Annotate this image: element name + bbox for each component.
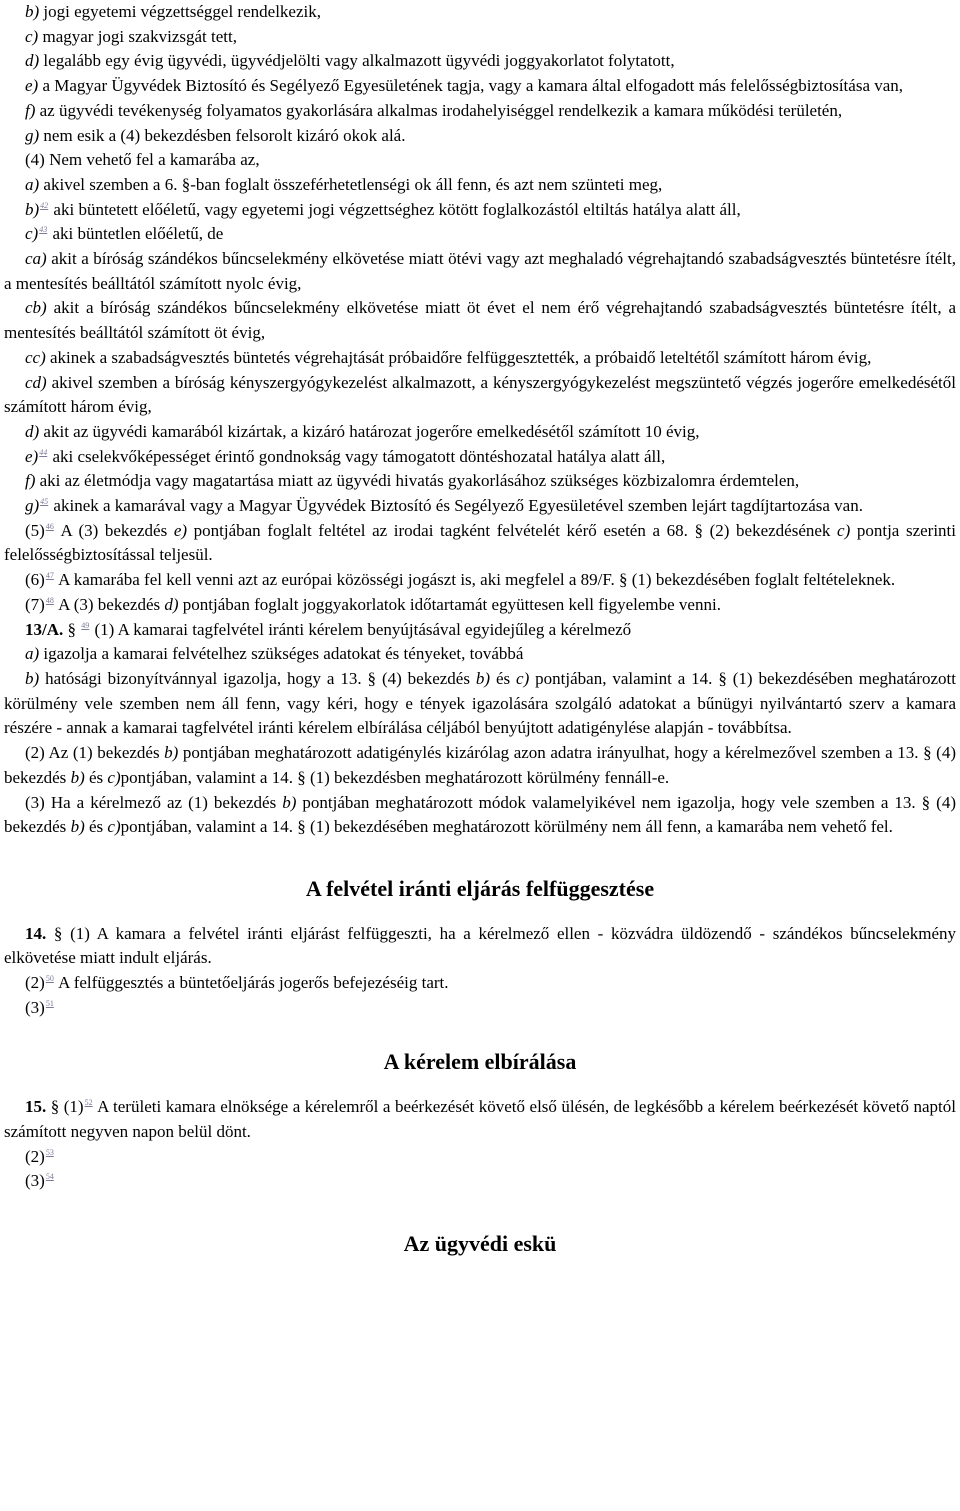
item-3b: b) jogi egyetemi végzettséggel rendelkezik, xyxy=(25,2,321,21)
paragraph-5: (5)$^{46}$ A (3) bekezdés e) pontjában foglalt feltétel az irodai tagként felvételét kérő esetén a 68. § (2) bekezdésének c) pontja szerinti felelősségbiztosítással teljesül. xyxy=(4,520,957,565)
section-14-3: (3)$^{51}$ xyxy=(25,997,54,1017)
item-4ca: ca) akit a bíróság szándékos bűncselekmény elkövetése miatt ötévi vagy azt meghaladó végrehajtandó szabadságvesztés büntetésre ítélt, a mentesítés beálltától számított nyolc évig, xyxy=(4,249,956,293)
section-heading-suspension: A felvétel iránti eljárás felfüggesztése xyxy=(305,875,655,901)
item-4b: b)$^{42}$ aki büntetett előéletű, vagy egyetemi jogi végzettséghez kötött foglalkozástól eltiltás hatálya alatt áll, xyxy=(25,199,741,219)
section-15-2: (2)$^{53}$ xyxy=(25,1146,54,1166)
item-3g: g) nem esik a (4) bekezdésben felsorolt kizáró okok alá. xyxy=(25,125,406,145)
section-13a-1: 13/A. § $^{49}$ (1) A kamarai tagfelvétel iránti kérelem benyújtásával egyidejűleg a kérelmező xyxy=(25,619,632,639)
footnote-link[interactable]: 52 xyxy=(84,1098,93,1108)
item-4c: c)$^{43}$ aki büntetlen előéletű, de xyxy=(25,224,224,244)
footnote-link[interactable]: 46 xyxy=(45,521,54,531)
section-13a-3: (3) Ha a kérelmező az (1) bekezdés b) pontjában meghatározott módok valamelyikével nem igazolja, hogy vele szemben a 13. § (4) bekezdés b) és c)pontjában, valamint a 14. § (1) bekezdésében meghatározott körülmény nem áll fenn, a kamarába nem vehető fel. xyxy=(4,792,956,837)
section-14-1: 14. § (1) A kamara a felvétel iránti eljárást felfüggeszti, ha a kérelmező ellen - közvádra üldözendő - szándékos bűncselekmény elkövetése miatt indult eljárás. xyxy=(4,923,956,968)
item-4cd: cd) akivel szemben a bíróság kényszergyógykezelést alkalmazott, a kényszergyógykezelést megszüntető végzés jogerőre emelkedésétől számított három évig, xyxy=(4,372,956,417)
footnote-link[interactable]: 50 xyxy=(45,974,54,984)
document-page xyxy=(4,0,956,1257)
item-4e: e)$^{44}$ aki cselekvőképességet érintő gondnokság vagy támogatott döntéshozatal hatálya alatt áll, xyxy=(25,446,666,466)
footnote-link[interactable]: 42 xyxy=(40,200,49,210)
item-3d: d) legalább egy évig ügyvédi, ügyvédjelölti vagy alkalmazott ügyvédi joggyakorlatot folytatott, xyxy=(25,51,675,71)
footnote-link[interactable]: 53 xyxy=(45,1147,54,1157)
section-heading-oath: Az ügyvédi eskü xyxy=(403,1230,557,1256)
paragraph-6: (6)$^{47}$ A kamarába fel kell venni azt az európai közösségi jogászt is, aki megfelel a 89/F. § (1) bekezdésében foglalt feltételeknek. xyxy=(25,570,896,590)
footnote-link[interactable]: 54 xyxy=(45,1172,54,1182)
section-13a-item-a: a) igazolja a kamarai felvételhez szükséges adatokat és tényeket, továbbá xyxy=(25,644,524,664)
paragraph-7: (7)$^{48}$ A (3) bekezdés d) pontjában foglalt joggyakorlatok időtartamát együttesen kell figyelembe venni. xyxy=(25,594,721,614)
section-15-3: (3)$^{54}$ xyxy=(25,1171,54,1191)
footnote-link[interactable]: 48 xyxy=(45,595,54,605)
item-4cc: cc) akinek a szabadságvesztés büntetés végrehajtását próbaidőre felfüggesztették, a próbaidő leteltétől számított három évig, xyxy=(25,347,872,367)
paragraph-4: (4) Nem vehető fel a kamarába az, xyxy=(25,150,260,170)
section-13a-item-b: b) hatósági bizonyítvánnyal igazolja, hogy a 13. § (4) bekezdés b) és c) pontjában, valamint a 14. § (1) bekezdésében meghatározott körülmény vele szemben nem áll fenn, vagy kéri, hogy e tények igazolására szolgáló adatokat a bűnügyi nyilvántartó szerv a kamara részére - annak a kamarai tagfelvétel iránti kérelem elbírálása céljából benyújtott adatigénylése alapján - továbbítsa. xyxy=(4,668,956,738)
item-4g: g)$^{45}$ akinek a kamarával vagy a Magyar Ügyvédek Biztosító és Segélyező Egyesületével szemben lejárt tagdíjtartozása van. xyxy=(25,496,863,516)
item-3f: f) az ügyvédi tevékenység folyamatos gyakorlására alkalmas irodahelyiséggel rendelkezik a kamara működési területén, xyxy=(25,100,843,120)
footnote-link[interactable]: 51 xyxy=(45,998,54,1008)
item-4cb: cb) akit a bíróság szándékos bűncselekmény elkövetése miatt öt évet el nem érő végrehajtandó szabadságvesztés büntetésre ítélt, a mentesítés beálltától számított öt évig, xyxy=(4,298,956,343)
footnote-link[interactable]: 47 xyxy=(45,571,54,581)
item-4d: d) akit az ügyvédi kamarából kizártak, a kizáró határozat jogerőre emelkedésétől számított 10 évig, xyxy=(25,421,700,441)
section-15-1: 15. § (1)$^{52}$ A területi kamara elnöksége a kérelemről a beérkezését követő első ülésén, de legkésőbb a kérelem beérkezését követő naptól számított negyven napon belül dönt. xyxy=(4,1097,956,1141)
item-4f: f) aki az életmódja vagy magatartása miatt az ügyvédi hivatás gyakorlásához szükséges közbizalomra érdemtelen, xyxy=(25,471,800,491)
section-14-2: (2)$^{50}$ A felfüggesztés a büntetőeljárás jogerős befejezéséig tart. xyxy=(25,973,449,993)
section-heading-decision: A kérelem elbírálása xyxy=(383,1049,577,1075)
footnote-link[interactable]: 45 xyxy=(40,497,49,507)
item-4a: a) akivel szemben a 6. §-ban foglalt összeférhetetlenségi ok áll fenn, és azt nem szünteti meg, xyxy=(25,174,663,194)
section-13a-2: (2) Az (1) bekezdés b) pontjában meghatározott adatigénylés kizárólag azon adatra irányulhat, hogy a kérelmezővel szemben a 13. § (4) bekezdés b) és c)pontjában, valamint a 14. § (1) bekezdésben meghatározott körülmény fennáll-e. xyxy=(4,743,956,787)
footnote-link[interactable]: 43 xyxy=(39,225,48,235)
footnote-link[interactable]: 44 xyxy=(39,447,48,457)
item-3e: e) a Magyar Ügyvédek Biztosító és Segélyező Egyesületének tagja, vagy a kamara által elfogadott más felelősségbiztosítása van, xyxy=(25,76,904,96)
item-3c: c) magyar jogi szakvizsgát tett, xyxy=(25,26,237,46)
footnote-link[interactable]: 49 xyxy=(81,620,90,630)
